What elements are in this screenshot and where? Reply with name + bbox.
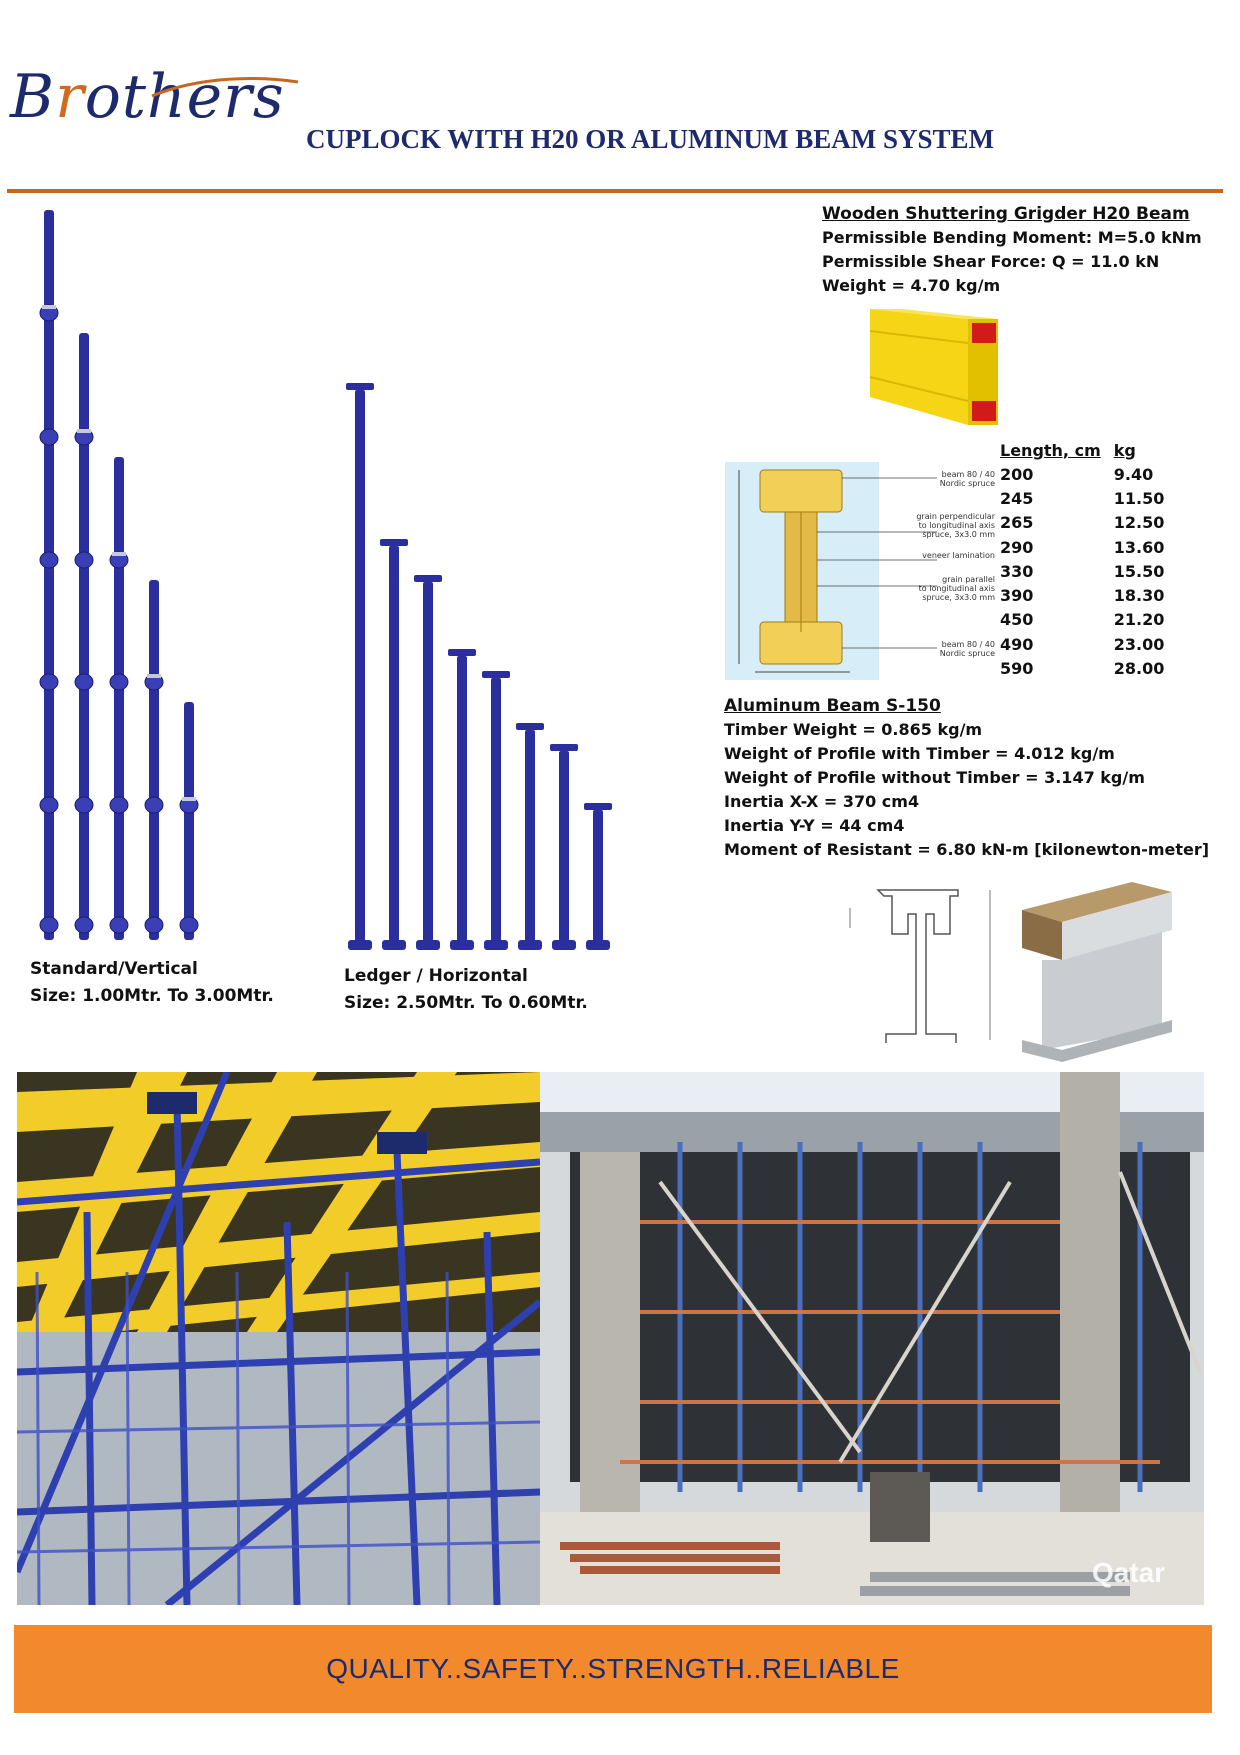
- table-row: 330 15.50: [1000, 561, 1165, 581]
- aluminum-timber-weight: Timber Weight = 0.865 kg/m: [724, 720, 983, 739]
- standard-label: Standard/Vertical: [30, 959, 198, 979]
- table-header-row: [1000, 438, 1165, 462]
- standard-vertical-pipes: [30, 205, 220, 950]
- logo-text: Brothers: [10, 62, 285, 132]
- drawing-label-web1: grain perpendicular to longitudinal axis spruce, 3x3.0 mm: [916, 512, 995, 539]
- standard-pipe-4: [149, 580, 159, 940]
- drawing-label-web2: grain parallel to longitudinal axis spruce, 3x3.0 mm: [918, 575, 995, 602]
- h20-beam-image: [868, 305, 1003, 435]
- aluminum-beam-image: [1012, 870, 1187, 1065]
- table-row: 265 12.50: [1000, 513, 1165, 533]
- photo-construction-site: [540, 1072, 1204, 1605]
- drawing-label-top: beam 80 / 40 Nordic spruce: [939, 470, 995, 488]
- h20-spec-block: [822, 202, 1202, 298]
- h20-heading: Wooden Shuttering Grigder H20 Beam: [822, 204, 1190, 224]
- table-row: 245 11.50: [1000, 488, 1165, 508]
- aluminum-moment: Moment of Resistant = 6.80 kN-m [kilonewton-meter]: [724, 840, 1210, 859]
- standard-size: Size: 1.00Mtr. To 3.00Mtr.: [30, 986, 274, 1006]
- ledger-size: Size: 2.50Mtr. To 0.60Mtr.: [344, 993, 588, 1013]
- h20-bending-moment: Permissible Bending Moment: M=5.0 kNm: [822, 228, 1202, 247]
- page-title: CUPLOCK WITH H20 OR ALUMINUM BEAM SYSTEM: [306, 124, 995, 154]
- h20-weight: Weight = 4.70 kg/m: [822, 276, 1001, 295]
- h20-shear-force: Permissible Shear Force: Q = 11.0 kN: [822, 252, 1160, 271]
- aluminum-heading: Aluminum Beam S-150: [724, 696, 941, 716]
- table-row: 290 13.60: [1000, 537, 1165, 557]
- table-row: 590 28.00: [1000, 659, 1165, 679]
- slogan-text: QUALITY..SAFETY..STRENGTH..RELIABLE: [326, 1653, 900, 1684]
- aluminum-inertia-yy: Inertia Y-Y = 44 cm4: [724, 816, 905, 835]
- ledger-horizontal-pipes: [340, 380, 630, 955]
- standard-pipe-2: [79, 333, 89, 940]
- slogan-banner: [14, 1625, 1212, 1713]
- photo-formwork-underside: [17, 1072, 540, 1605]
- h20-cross-section-drawing: [725, 462, 995, 680]
- aluminum-inertia-xx: Inertia X-X = 370 cm4: [724, 792, 920, 811]
- drawing-label-veneer: veneer lamination: [922, 551, 995, 560]
- column-header-kg: kg: [1113, 440, 1136, 460]
- aluminum-weight-with-timber: Weight of Profile with Timber = 4.012 kg/m: [724, 744, 1115, 763]
- watermark-text: Qatar: [1092, 1557, 1166, 1588]
- logo-swoosh: [150, 74, 300, 104]
- length-weight-table: [1000, 438, 1165, 681]
- table-row: 490 23.00: [1000, 634, 1165, 654]
- standard-pipe-3: [114, 457, 124, 940]
- header-divider: [7, 189, 1223, 193]
- aluminum-weight-without-timber: Weight of Profile without Timber = 3.147 kg/m: [724, 768, 1145, 787]
- ledger-caption: [344, 963, 588, 1017]
- table-row: 390 18.30: [1000, 586, 1165, 606]
- column-header-length: Length, cm: [1000, 440, 1101, 460]
- table-row: 200 9.40: [1000, 464, 1154, 484]
- aluminum-profile-drawing: [830, 878, 1010, 1043]
- standard-caption: [30, 956, 274, 1010]
- standard-pipe-5: [184, 702, 194, 940]
- aluminum-spec-block: [724, 694, 1209, 862]
- drawing-label-bottom: beam 80 / 40 Nordic spruce: [939, 640, 995, 658]
- ledger-label: Ledger / Horizontal: [344, 966, 528, 986]
- table-row: 450 21.20: [1000, 610, 1165, 630]
